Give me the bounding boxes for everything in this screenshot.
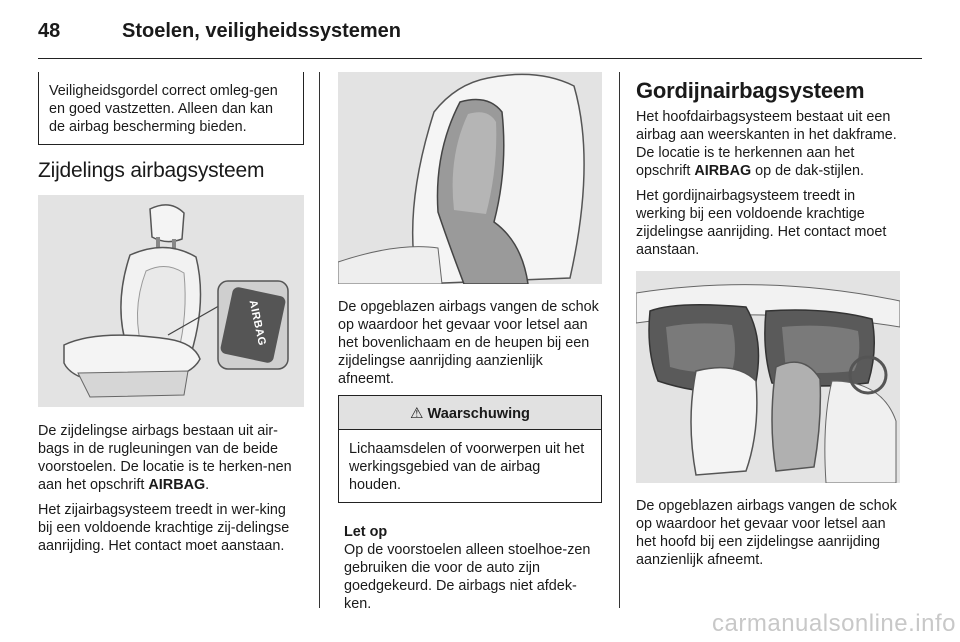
page-header: [38, 18, 922, 59]
warning-triangle-icon: ⚠: [410, 405, 424, 422]
warning-title: Waarschuwing: [427, 406, 530, 422]
note-title: Let op: [344, 524, 388, 540]
curtain-airbag-caption: De opgeblazen airbags vangen de schok op waardoor het gevaar voor letsel aan het hoofd bij een zijdelingse aanrijding aanzienlijk afneemt.: [636, 498, 897, 568]
warning-header: [339, 396, 601, 430]
note-body: Op de voorstoelen alleen stoelhoe-zen gebruiken die voor de auto zijn goedgekeurd. De airbags niet afdek-ken.: [344, 542, 591, 612]
side-airbag-seat-figure: [38, 195, 304, 407]
curtain-airbag-paragraph-1: Het hoofdairbagsysteem bestaat uit een airbag aan weerskanten in het dakframe. De locatie is te herkennen aan het opschrift AIRBAG op de dak-stijlen.: [636, 109, 897, 179]
column-divider-1: [319, 72, 320, 608]
column-3: [636, 72, 902, 576]
column-2: [338, 72, 602, 613]
inflated-side-airbag-figure: [338, 72, 602, 284]
side-airbag-heading: Zijdelings airbagsysteem: [38, 159, 265, 182]
inflated-seat-illustration: [338, 72, 602, 284]
side-airbag-paragraph-2: Het zijairbagsysteem treedt in wer-king bij een voldoende krachtige zij-delingse aanrijding. Het contact moet aanstaan.: [38, 502, 290, 554]
seatbelt-note-box: Veiligheidsgordel correct omleg-gen en goed vastzetten. Alleen dan kan de airbag bescherming bieden.: [38, 72, 304, 145]
watermark: carmanualsonline.info: [712, 610, 956, 637]
curtain-airbag-paragraph-2: Het gordijnairbagsysteem treedt in werking bij een voldoende krachtige zijdelingse aanrijding. Het contact moet aanstaan.: [636, 188, 887, 258]
curtain-airbag-figure: [636, 271, 900, 483]
column-1: [38, 72, 304, 562]
column-divider-2: [619, 72, 620, 608]
airbag-tag-label: AIRBAG: [246, 299, 268, 347]
curtain-airbag-heading: Gordijnairbagsysteem: [636, 78, 865, 103]
side-airbag-paragraph-1: De zijdelingse airbags bestaan uit air-bags in de rugleuningen van de beide voorstoelen. De locatie is te herken-nen aan het opschrift AIRBAG.: [38, 423, 292, 493]
chapter-title: Stoelen, veiligheidssystemen: [122, 20, 401, 42]
warning-box: [338, 395, 602, 503]
car-interior-illustration: [636, 271, 900, 483]
note-block: [344, 523, 602, 613]
side-airbag-caption: De opgeblazen airbags vangen de schok op waardoor het gevaar voor letsel aan het bovenlichaam en de heupen bij een zijdelingse aanrijding aanzienlijk afneemt.: [338, 299, 599, 387]
page-number: 48: [38, 20, 61, 42]
seat-illustration: [38, 195, 304, 407]
warning-body: Lichaamsdelen of voorwerpen uit het werkingsgebied van de airbag houden.: [349, 441, 585, 493]
